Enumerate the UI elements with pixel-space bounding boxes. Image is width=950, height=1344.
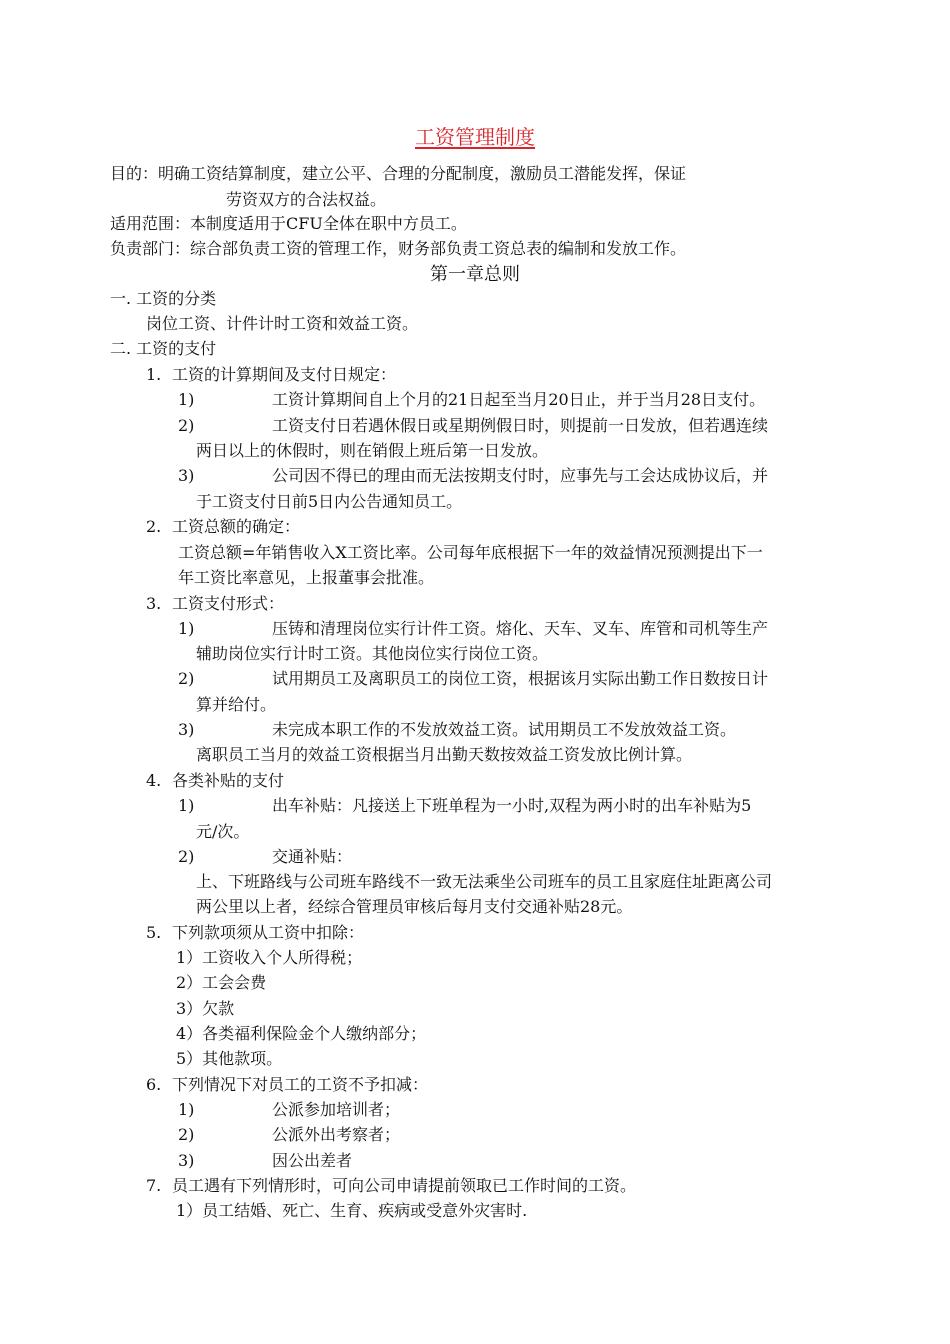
item-3-number: 3.	[146, 594, 162, 613]
item-5-subitem: 1）工资收入个人所得税；	[176, 948, 363, 967]
item-6-text: 下列情况下对员工的工资不予扣减：	[172, 1075, 429, 1094]
item-3-text: 工资支付形式：	[172, 594, 285, 613]
item-1-c-continuation: 于工资支付日前5日内公告通知员工。	[196, 492, 463, 511]
item-7-text: 员工遇有下列情形时，可向公司申请提前领取已工作时间的工资。	[172, 1176, 637, 1195]
item-4-a-continuation: 元/次。	[196, 822, 250, 841]
item-5-subitem: 3）欠款	[176, 999, 235, 1018]
item-5-subitem: 5）其他款项。	[176, 1049, 283, 1068]
item-6-c-number: 3)	[178, 1151, 195, 1170]
item-1-b-number: 2)	[178, 416, 195, 435]
item-4-a-number: 1)	[178, 796, 195, 815]
department-line: 负责部门：综合部负责工资的管理工作，财务部负责工资总表的编制和发放工作。	[110, 239, 687, 258]
section-1-heading: 一. 工资的分类	[110, 289, 217, 308]
item-6-b-number: 2)	[178, 1125, 195, 1144]
item-4-b-number: 2)	[178, 847, 195, 866]
item-2-text: 工资总额的确定：	[172, 517, 301, 536]
item-1-c-number: 3)	[178, 466, 195, 485]
item-3-a-number: 1)	[178, 619, 195, 638]
item-2-paragraph-1: 工资总额=年销售收入X工资比率。公司每年底根据下一年的效益情况预测提出下一	[178, 543, 763, 562]
chapter-heading: 第一章总则	[430, 264, 520, 285]
item-3-b-number: 2)	[178, 669, 195, 688]
item-4-a-text: 出车补贴：凡接送上下班单程为一小时,双程为两小时的出车补贴为5	[272, 796, 752, 815]
item-1-a-number: 1)	[178, 390, 195, 409]
item-6-c-text: 因公出差者	[272, 1151, 353, 1170]
item-1-b-continuation: 两日以上的休假时，则在销假上班后第一日发放。	[196, 441, 549, 460]
item-5-subitem: 2）工会会费	[176, 973, 267, 992]
item-3-c-continuation: 离职员工当月的效益工资根据当月出勤天数按效益工资发放比例计算。	[196, 745, 693, 764]
item-3-b-continuation: 算并给付。	[196, 695, 277, 714]
item-2-paragraph-2: 年工资比率意见，上报董事会批准。	[178, 568, 435, 587]
item-7-a-text: 1）员工结婚、死亡、生育、疾病或受意外灾害时.	[176, 1201, 528, 1220]
item-5-subitem: 4）各类福利保险金个人缴纳部分；	[176, 1024, 427, 1043]
item-6-a-number: 1)	[178, 1100, 195, 1119]
section-1-body: 岗位工资、计件计时工资和效益工资。	[146, 314, 419, 333]
purpose-line-1: 目的：明确工资结算制度，建立公平、合理的分配制度，激励员工潜能发挥，保证	[110, 164, 687, 183]
item-5-number: 5.	[146, 923, 162, 942]
section-2-heading: 二. 工资的支付	[110, 339, 217, 358]
item-4-number: 4.	[146, 771, 162, 790]
item-3-a-continuation: 辅助岗位实行计时工资。其他岗位实行岗位工资。	[196, 644, 549, 663]
item-4-text: 各类补贴的支付	[172, 771, 285, 790]
purpose-line-2: 劳资双方的合法权益。	[226, 190, 387, 209]
item-3-a-text: 压铸和清理岗位实行计件工资。熔化、天车、叉车、库管和司机等生产	[272, 619, 769, 638]
item-1-b-text: 工资支付日若遇休假日或星期例假日时，则提前一日发放，但若遇连续	[272, 416, 769, 435]
item-4-b-continuation-1: 上、下班路线与公司班车路线不一致无法乘坐公司班车的员工且家庭住址距离公司	[196, 872, 773, 891]
item-5-text: 下列款项须从工资中扣除：	[172, 923, 365, 942]
item-6-a-text: 公派参加培训者；	[272, 1100, 401, 1119]
item-6-b-text: 公派外出考察者；	[272, 1125, 401, 1144]
item-7-number: 7.	[146, 1176, 162, 1195]
item-2-number: 2.	[146, 517, 162, 536]
item-1-number: 1.	[146, 365, 162, 384]
item-4-b-continuation-2: 两公里以上者，经综合管理员审核后每月支付交通补贴28元。	[196, 897, 633, 916]
document-title: 工资管理制度	[415, 125, 535, 149]
item-3-c-text: 未完成本职工作的不发放效益工资。试用期员工不发放效益工资。	[272, 720, 737, 739]
item-1-text: 工资的计算期间及支付日规定：	[172, 365, 397, 384]
item-1-a-text: 工资计算期间自上个月的21日起至当月20日止，并于当月28日支付。	[272, 390, 766, 409]
item-3-b-text: 试用期员工及离职员工的岗位工资，根据该月实际出勤工作日数按日计	[272, 669, 769, 688]
item-1-c-text: 公司因不得已的理由而无法按期支付时，应事先与工会达成协议后，并	[272, 466, 769, 485]
scope-line: 适用范围：本制度适用于CFU全体在职中方员工。	[110, 214, 467, 233]
item-3-c-number: 3)	[178, 720, 195, 739]
item-4-b-text: 交通补贴：	[272, 847, 353, 866]
item-6-number: 6.	[146, 1075, 162, 1094]
